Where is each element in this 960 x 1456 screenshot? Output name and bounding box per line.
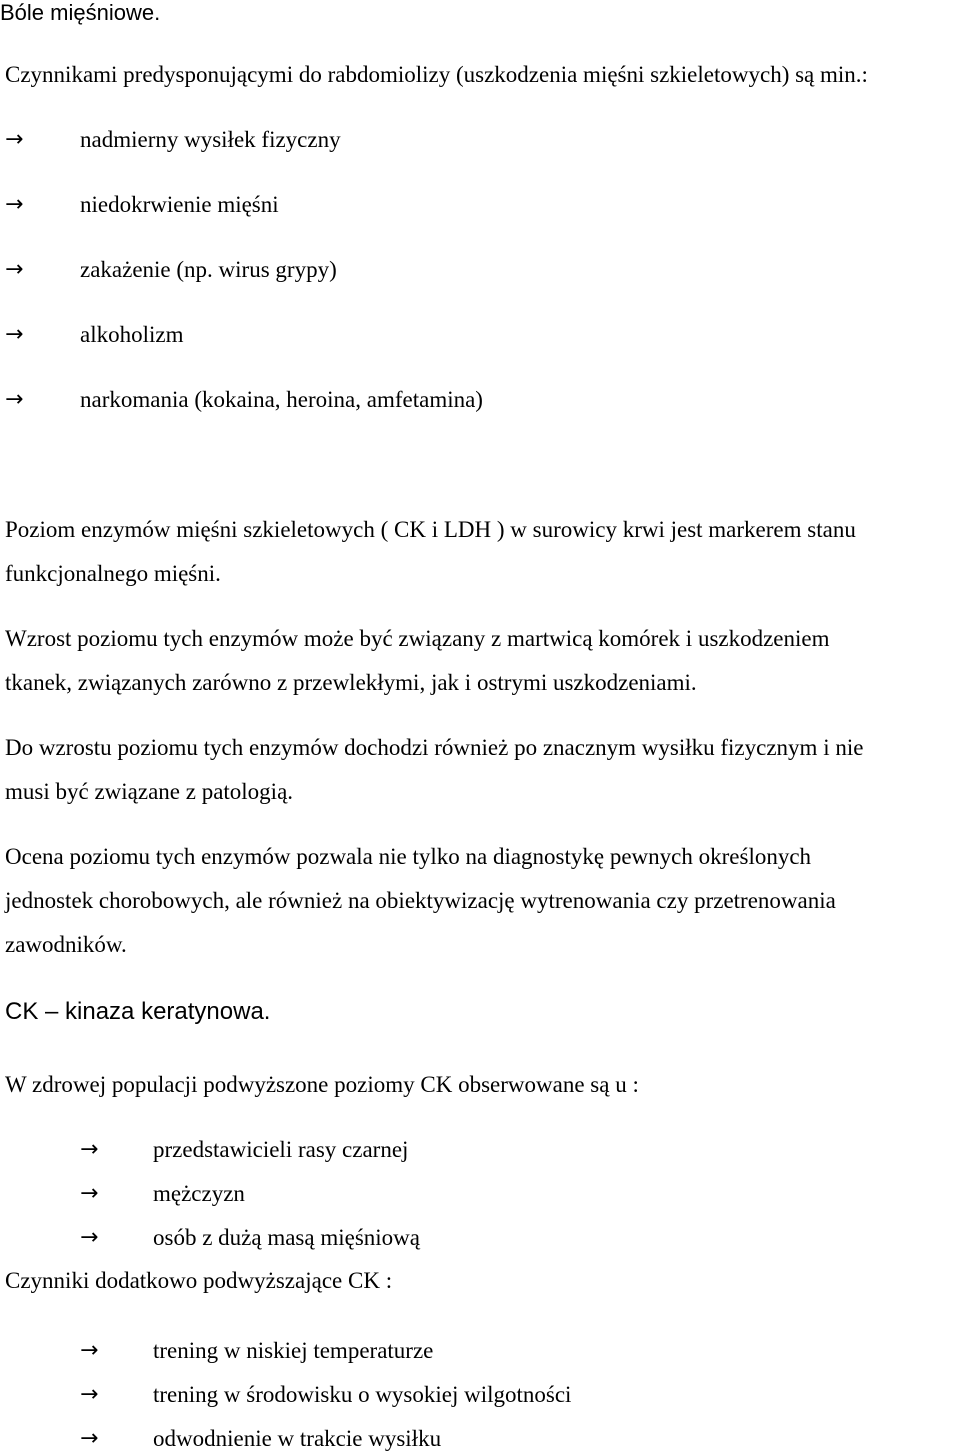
paragraph-line: Do wzrostu poziomu tych enzymów dochodzi również po znacznym wysiłku fizycznym i nie	[5, 735, 864, 760]
paragraph-line: Ocena poziomu tych enzymów pozwala nie tylko na diagnostykę pewnych określonych	[5, 844, 812, 869]
paragraph-line: jednostek chorobowych, ale również na obiektywizację wytrenowania czy przetrenowania	[5, 888, 836, 913]
intro-text: Czynnikami predysponującymi do rabdomiolizy (uszkodzenia mięśni szkieletowych) są min.:	[5, 62, 868, 87]
ck-heading: CK – kinaza keratynowa.	[5, 998, 271, 1025]
additional-item: trening w środowisku o wysokiej wilgotności	[153, 1382, 572, 1407]
additional-item: trening w niskiej temperaturze	[153, 1338, 434, 1363]
arrow-icon: →	[80, 1181, 99, 1206]
arrow-icon: →	[80, 1225, 99, 1250]
paragraph-line: funkcjonalnego mięśni.	[5, 561, 221, 586]
additional-item: odwodnienie w trakcie wysiłku	[153, 1426, 442, 1451]
document-title: Bóle mięśniowe.	[0, 0, 161, 25]
paragraph-line: musi być związane z patologią.	[5, 779, 294, 804]
factor-item: narkomania (kokaina, heroina, amfetamina)	[80, 387, 483, 412]
arrow-icon: →	[80, 1382, 99, 1407]
additional-intro: Czynniki dodatkowo podwyższające CK :	[5, 1268, 393, 1293]
arrow-icon: →	[5, 387, 24, 412]
arrow-icon: →	[80, 1426, 99, 1451]
arrow-icon: →	[5, 257, 24, 282]
arrow-icon: →	[80, 1338, 99, 1363]
paragraph-line: Poziom enzymów mięśni szkieletowych ( CK i LDH ) w surowicy krwi jest markerem stanu	[5, 517, 856, 542]
population-item: osób z dużą masą mięśniową	[153, 1225, 420, 1250]
arrow-icon: →	[5, 322, 24, 347]
paragraph-line: Wzrost poziomu tych enzymów może być związany z martwicą komórek i uszkodzeniem	[5, 626, 830, 651]
factor-item: alkoholizm	[80, 322, 184, 347]
population-item: mężczyzn	[153, 1181, 245, 1206]
paragraph-line: zawodników.	[5, 932, 127, 957]
arrow-icon: →	[5, 127, 24, 152]
factor-item: zakażenie (np. wirus grypy)	[80, 257, 337, 282]
population-item: przedstawicieli rasy czarnej	[153, 1137, 409, 1162]
population-intro: W zdrowej populacji podwyższone poziomy CK obserwowane są u :	[5, 1072, 639, 1097]
paragraph-line: tkanek, związanych zarówno z przewlekłymi, jak i ostrymi uszkodzeniami.	[5, 670, 697, 695]
arrow-icon: →	[5, 192, 24, 217]
factor-item: niedokrwienie mięśni	[80, 192, 279, 217]
arrow-icon: →	[80, 1137, 99, 1162]
factor-item: nadmierny wysiłek fizyczny	[80, 127, 341, 152]
